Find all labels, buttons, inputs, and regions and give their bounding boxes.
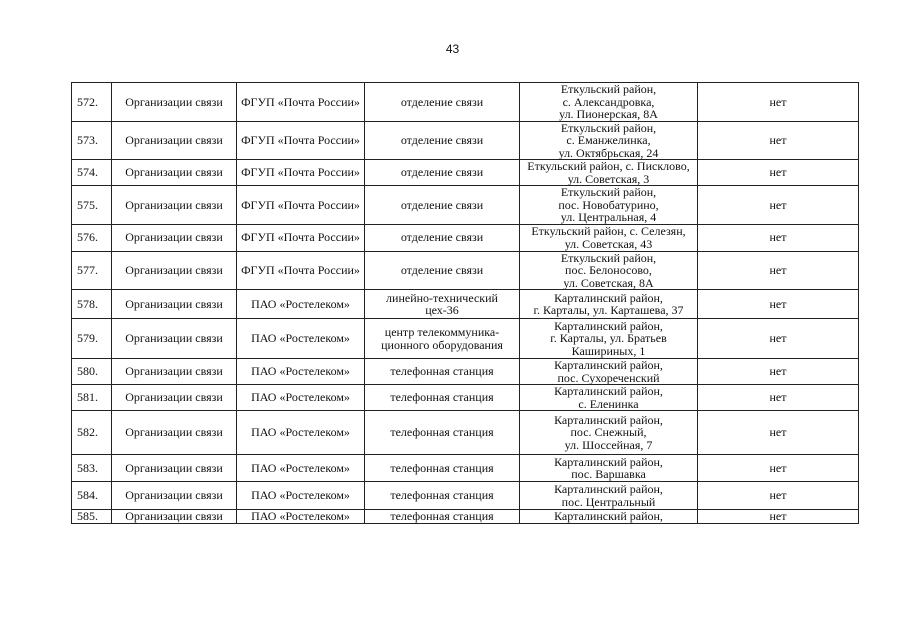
organization-cell: ПАО «Ростелеком»: [237, 290, 365, 319]
facility-type-line: телефонная станция: [390, 460, 494, 475]
facility-type-line: ционного оборудования: [381, 337, 503, 352]
address-line: г. Карталы, ул. Карташева, 37: [533, 303, 684, 317]
page-number: 43: [445, 42, 460, 56]
table-row: [72, 359, 859, 385]
facility-type-cell: [365, 359, 520, 385]
facility-type-line: отделение связи: [400, 165, 484, 180]
address-cell: [520, 411, 698, 455]
facility-type-line: центр телекоммуника-: [384, 325, 500, 339]
table-row: [72, 251, 859, 290]
address-cell: [520, 455, 698, 482]
table-row: [72, 319, 859, 359]
facility-type-line: телефонная станция: [390, 364, 494, 379]
address-line: ул. Октябрьская, 24: [558, 145, 659, 160]
table-row: [72, 455, 859, 482]
status-cell: нет: [698, 510, 859, 524]
facility-type-cell: [365, 290, 520, 319]
address-line: Карталинский район,: [554, 454, 663, 469]
category-cell: Организации связи: [112, 251, 237, 290]
status-cell: нет: [698, 455, 859, 482]
facility-type-line: телефонная станция: [390, 390, 494, 405]
facility-type-cell: [365, 482, 520, 510]
category-cell: Организации связи: [112, 319, 237, 359]
address-line: Кашириных, 1: [571, 343, 646, 358]
category-cell: Организации связи: [112, 83, 237, 122]
organization-cell: ПАО «Ростелеком»: [237, 510, 365, 524]
organization-cell: ПАО «Ростелеком»: [237, 411, 365, 455]
registry-table: [71, 82, 859, 524]
address-line: Карталинский район,: [554, 509, 663, 523]
row-number: 572.: [72, 83, 112, 122]
row-number: 577.: [72, 251, 112, 290]
category-cell: Организации связи: [112, 290, 237, 319]
category-cell: Организации связи: [112, 482, 237, 510]
status-cell: нет: [698, 411, 859, 455]
address-line: ул. Советская, 43: [564, 236, 653, 251]
address-line: с. Еленинка: [578, 396, 639, 411]
category-cell: Организации связи: [112, 510, 237, 524]
status-cell: нет: [698, 290, 859, 319]
address-line: Еткульский район,: [560, 121, 657, 135]
table-row: [72, 186, 859, 225]
address-cell: [520, 359, 698, 385]
category-cell: Организации связи: [112, 121, 237, 160]
address-line: ул. Пионерская, 8А: [559, 107, 658, 121]
facility-type-line: линейно-технический: [386, 290, 498, 305]
address-cell: [520, 290, 698, 319]
registry-table-body: [72, 83, 859, 524]
table-row: [72, 411, 859, 455]
address-line: Карталинский район,: [554, 290, 663, 305]
category-cell: Организации связи: [112, 359, 237, 385]
address-line: Карталинский район,: [554, 318, 663, 333]
row-number: 578.: [72, 290, 112, 319]
address-line: пос. Центральный: [561, 494, 656, 509]
facility-type-line: цех-36: [425, 303, 459, 317]
facility-type-cell: [365, 224, 520, 251]
address-cell: [520, 186, 698, 225]
table-row: [72, 224, 859, 251]
facility-type-cell: [365, 160, 520, 186]
facility-type-cell: [365, 411, 520, 455]
status-cell: нет: [698, 385, 859, 411]
facility-type-line: отделение связи: [400, 263, 484, 277]
address-line: пос. Снежный,: [570, 425, 647, 440]
row-number: 581.: [72, 385, 112, 411]
facility-type-line: отделение связи: [400, 230, 484, 245]
category-cell: Организации связи: [112, 224, 237, 251]
facility-type-cell: [365, 510, 520, 524]
organization-cell: ПАО «Ростелеком»: [237, 359, 365, 385]
status-cell: нет: [698, 251, 859, 290]
address-cell: [520, 385, 698, 411]
address-line: Еткульский район, с. Писклово,: [527, 159, 690, 173]
address-line: г. Карталы, ул. Братьев: [550, 331, 667, 346]
row-number: 573.: [72, 121, 112, 160]
address-cell: [520, 224, 698, 251]
facility-type-cell: [365, 121, 520, 160]
table-row: [72, 83, 859, 122]
organization-cell: ФГУП «Почта России»: [237, 121, 365, 160]
facility-type-line: отделение связи: [400, 133, 484, 147]
category-cell: Организации связи: [112, 411, 237, 455]
facility-type-cell: [365, 83, 520, 122]
address-cell: [520, 160, 698, 186]
row-number: 583.: [72, 455, 112, 482]
status-cell: нет: [698, 186, 859, 225]
address-line: Еткульский район,: [560, 82, 657, 96]
address-line: ул. Советская, 3: [567, 171, 650, 186]
status-cell: нет: [698, 359, 859, 385]
organization-cell: ФГУП «Почта России»: [237, 186, 365, 225]
organization-cell: ПАО «Ростелеком»: [237, 455, 365, 482]
row-number: 579.: [72, 319, 112, 359]
facility-type-cell: [365, 186, 520, 225]
status-cell: нет: [698, 482, 859, 510]
address-line: пос. Сухореченский: [557, 370, 660, 385]
facility-type-cell: [365, 385, 520, 411]
category-cell: Организации связи: [112, 455, 237, 482]
category-cell: Организации связи: [112, 160, 237, 186]
address-line: ул. Шоссейная, 7: [564, 437, 653, 452]
facility-type-line: отделение связи: [400, 94, 484, 109]
address-cell: [520, 510, 698, 524]
address-line: ул. Центральная, 4: [560, 210, 657, 224]
status-cell: нет: [698, 83, 859, 122]
row-number: 575.: [72, 186, 112, 225]
address-line: Карталинский район,: [554, 358, 663, 372]
row-number: 574.: [72, 160, 112, 186]
row-number: 576.: [72, 224, 112, 251]
address-line: пос. Варшавка: [571, 467, 646, 481]
address-line: пос. Новобатурино,: [558, 197, 659, 212]
organization-cell: ПАО «Ростелеком»: [237, 319, 365, 359]
organization-cell: ПАО «Ростелеком»: [237, 482, 365, 510]
organization-cell: ФГУП «Почта России»: [237, 83, 365, 122]
address-line: Еткульский район, с. Селезян,: [531, 224, 686, 238]
row-number: 585.: [72, 510, 112, 524]
facility-type-line: телефонная станция: [390, 488, 494, 503]
address-line: пос. Белоносово,: [565, 263, 652, 277]
address-line: Карталинский район,: [554, 412, 663, 427]
facility-type-cell: [365, 251, 520, 290]
facility-type-cell: [365, 455, 520, 482]
row-number: 584.: [72, 482, 112, 510]
organization-cell: ФГУП «Почта России»: [237, 251, 365, 290]
organization-cell: ФГУП «Почта России»: [237, 160, 365, 186]
address-line: Еткульский район,: [560, 251, 657, 265]
row-number: 580.: [72, 359, 112, 385]
address-cell: [520, 121, 698, 160]
address-cell: [520, 319, 698, 359]
address-line: с. Еманжелинка,: [566, 133, 651, 147]
address-cell: [520, 482, 698, 510]
address-cell: [520, 251, 698, 290]
facility-type-line: телефонная станция: [390, 425, 494, 440]
row-number: 582.: [72, 411, 112, 455]
address-line: Еткульский район,: [560, 185, 657, 199]
table-row: [72, 121, 859, 160]
organization-cell: ПАО «Ростелеком»: [237, 385, 365, 411]
facility-type-line: телефонная станция: [390, 509, 494, 523]
organization-cell: ФГУП «Почта России»: [237, 224, 365, 251]
status-cell: нет: [698, 121, 859, 160]
table-row: [72, 160, 859, 186]
table-row: [72, 385, 859, 411]
table-row: [72, 510, 859, 524]
table-row: [72, 290, 859, 319]
table-row: [72, 482, 859, 510]
facility-type-cell: [365, 319, 520, 359]
address-line: с. Александровка,: [562, 94, 655, 109]
status-cell: нет: [698, 224, 859, 251]
category-cell: Организации связи: [112, 385, 237, 411]
address-line: ул. Советская, 8А: [563, 275, 654, 290]
address-line: Карталинский район,: [554, 482, 663, 496]
status-cell: нет: [698, 160, 859, 186]
status-cell: нет: [698, 319, 859, 359]
category-cell: Организации связи: [112, 186, 237, 225]
address-cell: [520, 83, 698, 122]
address-line: Карталинский район,: [554, 384, 663, 398]
facility-type-line: отделение связи: [400, 197, 484, 212]
